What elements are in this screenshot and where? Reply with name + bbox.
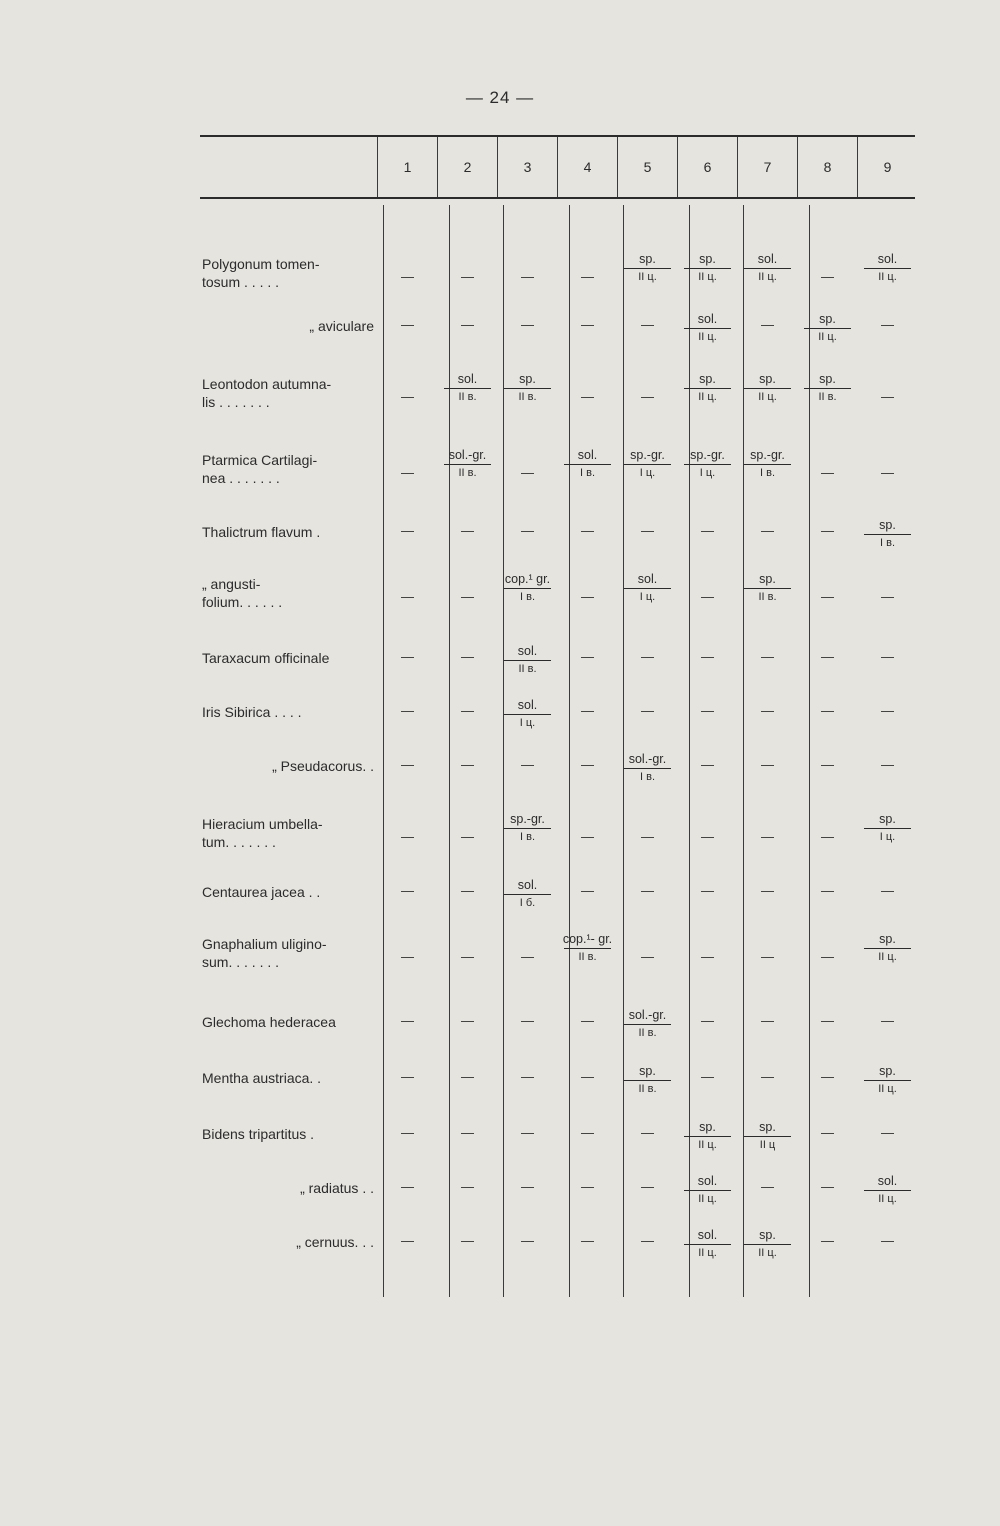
empty-cell: — (401, 829, 414, 844)
vitality-value: I б. (504, 894, 551, 911)
header-column-rule (497, 137, 498, 197)
empty-cell: — (581, 757, 594, 772)
abundance-cell (618, 1007, 677, 1041)
abundance-value: sp. (639, 1064, 656, 1078)
abundance-value: sp.-gr. (690, 448, 725, 462)
empty-cell: — (641, 829, 654, 844)
abundance-cell (498, 811, 557, 845)
empty-cell: — (881, 649, 894, 664)
header-column-rule (557, 137, 558, 197)
vitality-value: II в. (624, 1080, 671, 1097)
empty-cell: — (581, 1179, 594, 1194)
empty-cell: — (761, 949, 774, 964)
abundance-cell (618, 1063, 677, 1097)
empty-cell: — (401, 523, 414, 538)
vitality-value: I ц. (624, 588, 671, 605)
empty-cell: — (461, 1013, 474, 1028)
abundance-value: cop.¹ gr. (504, 572, 551, 586)
abundance-value: sp. (879, 812, 896, 826)
abundance-value: sp.-gr. (750, 448, 785, 462)
species-name (202, 575, 374, 611)
abundance-cell (618, 447, 677, 481)
table-header-rule (200, 197, 915, 199)
empty-cell: — (701, 589, 714, 604)
empty-cell: — (641, 1125, 654, 1140)
empty-cell: — (881, 1125, 894, 1140)
abundance-value: sp. (819, 372, 836, 386)
species-name (202, 815, 374, 851)
abundance-cell (678, 1119, 737, 1153)
empty-cell: — (521, 523, 534, 538)
empty-cell: — (461, 523, 474, 538)
empty-cell: — (461, 1069, 474, 1084)
vitality-value: I в. (504, 828, 551, 845)
vitality-value: I в. (504, 588, 551, 605)
abundance-value: sp. (699, 252, 716, 266)
abundance-cell (678, 447, 737, 481)
abundance-cell (618, 571, 677, 605)
vitality-value: I в. (864, 534, 911, 551)
abundance-value: sp. (759, 1120, 776, 1134)
vitality-value: II ц. (804, 328, 851, 345)
abundance-cell (438, 371, 497, 405)
vitality-value: II в. (504, 388, 551, 405)
empty-cell: — (821, 757, 834, 772)
abundance-value: sp. (879, 1064, 896, 1078)
empty-cell: — (581, 649, 594, 664)
abundance-cell (678, 311, 737, 345)
abundance-value: sol.-gr. (628, 1008, 667, 1022)
species-name (202, 935, 374, 971)
abundance-value: sol. (877, 252, 898, 266)
empty-cell: — (761, 1179, 774, 1194)
empty-cell: — (821, 703, 834, 718)
empty-cell: — (581, 1125, 594, 1140)
vitality-value: II ц. (864, 268, 911, 285)
column-header-4: 4 (583, 159, 592, 175)
species-name (202, 703, 374, 721)
abundance-value: sol. (577, 448, 598, 462)
empty-cell: — (401, 1013, 414, 1028)
empty-cell: — (761, 649, 774, 664)
empty-cell: — (881, 883, 894, 898)
abundance-cell (438, 447, 497, 481)
empty-cell: — (641, 523, 654, 538)
empty-cell: — (461, 1179, 474, 1194)
species-name (202, 757, 374, 775)
abundance-value: sol.-gr. (628, 752, 667, 766)
empty-cell: — (401, 1069, 414, 1084)
column-header-5: 5 (643, 159, 652, 175)
abundance-value: sol. (457, 372, 478, 386)
empty-cell: — (761, 757, 774, 772)
species-name-line: „ cernuus. . . (296, 1234, 374, 1250)
abundance-value: sp. (699, 1120, 716, 1134)
empty-cell: — (881, 757, 894, 772)
abundance-value: sp. (759, 572, 776, 586)
empty-cell: — (701, 649, 714, 664)
empty-cell: — (821, 1125, 834, 1140)
empty-cell: — (461, 757, 474, 772)
species-name-line: Polygonum tomen- (202, 256, 320, 272)
empty-cell: — (641, 883, 654, 898)
empty-cell: — (821, 829, 834, 844)
abundance-cell (678, 371, 737, 405)
empty-cell: — (761, 523, 774, 538)
abundance-cell (498, 697, 557, 731)
empty-cell: — (701, 949, 714, 964)
empty-cell: — (881, 589, 894, 604)
abundance-cell (738, 447, 797, 481)
empty-cell: — (581, 703, 594, 718)
header-column-rule (677, 137, 678, 197)
empty-cell: — (821, 949, 834, 964)
abundance-cell (678, 1173, 737, 1207)
empty-cell: — (401, 1233, 414, 1248)
empty-cell: — (401, 589, 414, 604)
species-name-line: tum. . . . . . . (202, 834, 276, 850)
species-name-line: Mentha austriaca. . (202, 1070, 322, 1086)
column-header-8: 8 (823, 159, 832, 175)
species-name-line: Bidens tripartitus . (202, 1126, 315, 1142)
empty-cell: — (881, 317, 894, 332)
species-name-line: sum. . . . . . . (202, 954, 280, 970)
species-name-line: „ angusti- (202, 576, 261, 592)
species-name-line: Taraxacum officinale (202, 650, 330, 666)
empty-cell: — (401, 1125, 414, 1140)
vitality-value: II ц. (864, 1080, 911, 1097)
species-table (200, 135, 920, 1305)
empty-cell: — (641, 1233, 654, 1248)
vitality-value: I ц. (864, 828, 911, 845)
abundance-cell (738, 571, 797, 605)
species-name (202, 375, 374, 411)
vitality-value: II ц. (684, 268, 731, 285)
vitality-value: I ц. (684, 464, 731, 481)
empty-cell: — (581, 1233, 594, 1248)
empty-cell: — (521, 1233, 534, 1248)
empty-cell: — (761, 1069, 774, 1084)
empty-cell: — (401, 389, 414, 404)
vitality-value: II ц. (684, 1244, 731, 1261)
header-column-rule (377, 137, 378, 197)
abundance-value: sp. (819, 312, 836, 326)
empty-cell: — (701, 1013, 714, 1028)
empty-cell: — (521, 949, 534, 964)
empty-cell: — (641, 649, 654, 664)
empty-cell: — (761, 703, 774, 718)
column-header-7: 7 (763, 159, 772, 175)
empty-cell: — (821, 465, 834, 480)
header-column-rule (797, 137, 798, 197)
vitality-value: II ц. (624, 268, 671, 285)
empty-cell: — (461, 269, 474, 284)
abundance-cell (558, 931, 617, 965)
abundance-value: sol. (697, 312, 718, 326)
empty-cell: — (581, 1069, 594, 1084)
abundance-cell (498, 877, 557, 911)
empty-cell: — (881, 465, 894, 480)
header-column-rule (737, 137, 738, 197)
empty-cell: — (821, 883, 834, 898)
abundance-cell (678, 251, 737, 285)
column-header-9: 9 (883, 159, 892, 175)
abundance-value: sol. (637, 572, 658, 586)
vitality-value: II в. (444, 388, 491, 405)
abundance-cell (798, 371, 857, 405)
column-header-6: 6 (703, 159, 712, 175)
empty-cell: — (581, 883, 594, 898)
abundance-cell (498, 571, 557, 605)
empty-cell: — (641, 949, 654, 964)
vitality-value: II ц. (684, 388, 731, 405)
column-header-2: 2 (463, 159, 472, 175)
species-name (202, 1233, 374, 1251)
species-name (202, 883, 374, 901)
empty-cell: — (581, 317, 594, 332)
abundance-cell (558, 447, 617, 481)
species-name-line: Thalictrum flavum . (202, 524, 321, 540)
species-name-line: Iris Sibirica . . . . (202, 704, 302, 720)
empty-cell: — (761, 883, 774, 898)
empty-cell: — (521, 1179, 534, 1194)
empty-cell: — (821, 1013, 834, 1028)
empty-cell: — (581, 829, 594, 844)
empty-cell: — (401, 465, 414, 480)
vitality-value: II в. (564, 948, 611, 965)
empty-cell: — (881, 1013, 894, 1028)
abundance-cell (618, 251, 677, 285)
empty-cell: — (641, 317, 654, 332)
empty-cell: — (581, 269, 594, 284)
abundance-value: sol. (517, 878, 538, 892)
vitality-value: II ц. (684, 1136, 731, 1153)
species-name-line: Glechoma hederacea (202, 1014, 336, 1030)
species-name (202, 1069, 374, 1087)
vitality-value: II в. (804, 388, 851, 405)
empty-cell: — (581, 589, 594, 604)
vitality-value: I в. (624, 768, 671, 785)
empty-cell: — (701, 829, 714, 844)
abundance-cell (498, 643, 557, 677)
abundance-value: sp.-gr. (630, 448, 665, 462)
empty-cell: — (461, 829, 474, 844)
column-header-3: 3 (523, 159, 532, 175)
empty-cell: — (401, 703, 414, 718)
empty-cell: — (641, 389, 654, 404)
abundance-cell (858, 1063, 917, 1097)
species-name-line: „ aviculare (309, 318, 374, 334)
empty-cell: — (401, 1179, 414, 1194)
vitality-value: II ц. (864, 1190, 911, 1207)
species-name (202, 255, 374, 291)
species-name (202, 451, 374, 487)
abundance-value: sol.-gr. (448, 448, 487, 462)
empty-cell: — (521, 1013, 534, 1028)
species-name-line: Centaurea jacea . . (202, 884, 321, 900)
abundance-value: sp. (759, 372, 776, 386)
empty-cell: — (461, 703, 474, 718)
empty-cell: — (881, 389, 894, 404)
species-name-line: „ radiatus . . (300, 1180, 374, 1196)
header-column-rule (437, 137, 438, 197)
species-name (202, 649, 374, 667)
abundance-value: sol. (517, 644, 538, 658)
empty-cell: — (641, 1179, 654, 1194)
abundance-cell (498, 371, 557, 405)
vitality-value: I в. (564, 464, 611, 481)
vitality-value: II в. (744, 588, 791, 605)
vitality-value: II ц. (744, 388, 791, 405)
empty-cell: — (761, 829, 774, 844)
abundance-cell (678, 1227, 737, 1261)
abundance-value: cop.¹- gr. (562, 932, 613, 946)
abundance-value: sol. (697, 1174, 718, 1188)
header-column-rule (857, 137, 858, 197)
empty-cell: — (581, 523, 594, 538)
empty-cell: — (581, 389, 594, 404)
species-name-line: Leontodon autumna- (202, 376, 332, 392)
empty-cell: — (761, 1013, 774, 1028)
species-name (202, 1125, 374, 1143)
empty-cell: — (701, 703, 714, 718)
empty-cell: — (821, 649, 834, 664)
empty-cell: — (821, 1069, 834, 1084)
empty-cell: — (401, 949, 414, 964)
empty-cell: — (641, 703, 654, 718)
abundance-cell (858, 1173, 917, 1207)
empty-cell: — (821, 269, 834, 284)
empty-cell: — (401, 883, 414, 898)
empty-cell: — (821, 589, 834, 604)
abundance-cell (858, 931, 917, 965)
empty-cell: — (461, 589, 474, 604)
abundance-value: sp. (759, 1228, 776, 1242)
abundance-cell (738, 1119, 797, 1153)
abundance-value: sp. (879, 932, 896, 946)
abundance-value: sp. (639, 252, 656, 266)
abundance-value: sp. (879, 518, 896, 532)
species-name (202, 523, 374, 541)
empty-cell: — (461, 649, 474, 664)
abundance-cell (858, 251, 917, 285)
empty-cell: — (461, 949, 474, 964)
abundance-cell (798, 311, 857, 345)
empty-cell: — (701, 523, 714, 538)
vitality-value: II ц. (864, 948, 911, 965)
empty-cell: — (821, 1179, 834, 1194)
empty-cell: — (821, 1233, 834, 1248)
abundance-cell (858, 811, 917, 845)
empty-cell: — (521, 465, 534, 480)
empty-cell: — (401, 317, 414, 332)
empty-cell: — (521, 269, 534, 284)
vitality-value: II ц. (684, 1190, 731, 1207)
vitality-value: II ц. (744, 268, 791, 285)
empty-cell: — (521, 1125, 534, 1140)
empty-cell: — (701, 757, 714, 772)
abundance-cell (618, 751, 677, 785)
abundance-cell (738, 1227, 797, 1261)
empty-cell: — (401, 269, 414, 284)
empty-cell: — (521, 317, 534, 332)
header-column-rule (617, 137, 618, 197)
vitality-value: I в. (744, 464, 791, 481)
empty-cell: — (701, 1069, 714, 1084)
abundance-value: sp. (699, 372, 716, 386)
column-header-1: 1 (403, 159, 412, 175)
vitality-value: II в. (624, 1024, 671, 1041)
species-name-line: Gnaphalium uligino- (202, 936, 327, 952)
abundance-value: sol. (697, 1228, 718, 1242)
empty-cell: — (521, 757, 534, 772)
empty-cell: — (401, 649, 414, 664)
empty-cell: — (461, 1233, 474, 1248)
empty-cell: — (461, 1125, 474, 1140)
empty-cell: — (761, 317, 774, 332)
abundance-value: sol. (517, 698, 538, 712)
species-name-line: lis . . . . . . . (202, 394, 270, 410)
species-name (202, 317, 374, 335)
empty-cell: — (881, 703, 894, 718)
species-name-line: tosum . . . . . (202, 274, 280, 290)
vitality-value: II в. (444, 464, 491, 481)
abundance-cell (738, 371, 797, 405)
empty-cell: — (521, 1069, 534, 1084)
empty-cell: — (461, 883, 474, 898)
abundance-cell (738, 251, 797, 285)
abundance-value: sp. (519, 372, 536, 386)
page-number: — 24 — (465, 88, 535, 107)
species-name-line: Hieracium umbella- (202, 816, 323, 832)
vitality-value: II в. (504, 660, 551, 677)
empty-cell: — (881, 1233, 894, 1248)
vitality-value: I ц. (624, 464, 671, 481)
vitality-value: II ц (744, 1136, 791, 1153)
species-name-line: „ Pseudacorus. . (272, 758, 374, 774)
empty-cell: — (701, 883, 714, 898)
species-name-line: Ptarmica Cartilagi- (202, 452, 318, 468)
species-name (202, 1013, 374, 1031)
abundance-cell (858, 517, 917, 551)
abundance-value: sp.-gr. (510, 812, 545, 826)
species-name-line: folium. . . . . . (202, 594, 283, 610)
empty-cell: — (461, 317, 474, 332)
empty-cell: — (821, 523, 834, 538)
vitality-value: II ц. (684, 328, 731, 345)
empty-cell: — (581, 1013, 594, 1028)
abundance-value: sol. (877, 1174, 898, 1188)
species-name (202, 1179, 374, 1197)
vitality-value: II ц. (744, 1244, 791, 1261)
species-name-line: nea . . . . . . . (202, 470, 280, 486)
empty-cell: — (401, 757, 414, 772)
abundance-value: sol. (757, 252, 778, 266)
vitality-value: I ц. (504, 714, 551, 731)
